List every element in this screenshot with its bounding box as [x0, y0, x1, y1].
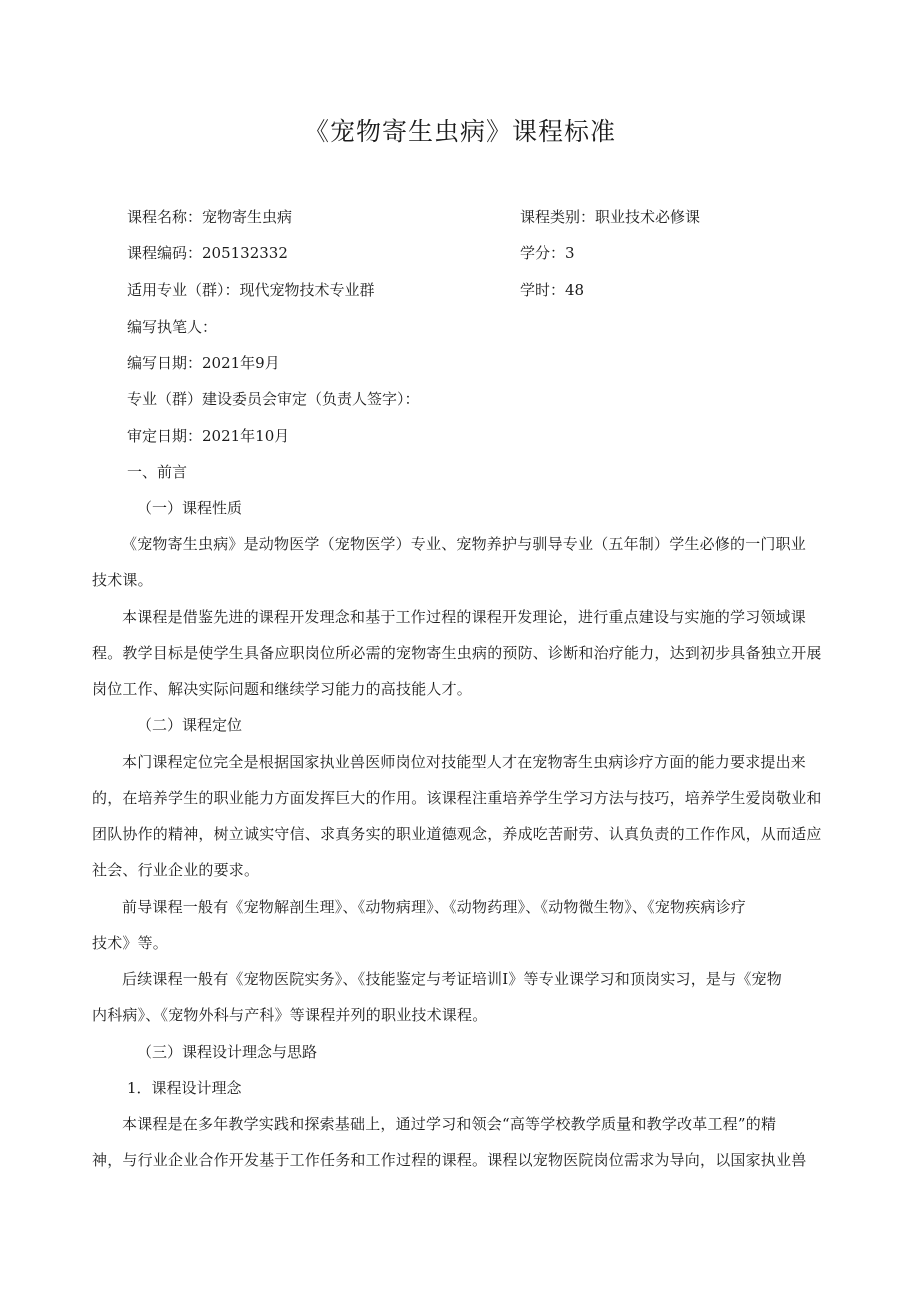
subsection-course-nature: （一）课程性质 [137, 499, 243, 517]
review-date: 审定日期：2021年10月 [127, 427, 290, 445]
paragraph-line: 的，在培养学生的职业能力方面发挥巨大的作用。该课程注重培养学生学习方法与技巧，培养学生爱岗敬业和 [92, 789, 822, 807]
writer: 编写执笔人： [127, 318, 218, 336]
paragraph-line: 前导课程一般有《宠物解剖生理》、《动物病理》、《动物药理》、《动物微生物》、《宠物疾病诊疗 [122, 898, 747, 916]
meta-row-1 [0, 206, 920, 230]
paragraph-line: 社会、行业企业的要求。 [92, 861, 260, 879]
meta-row-3 [0, 279, 920, 303]
paragraph-line: 程。教学目标是使学生具备应职岗位所必需的宠物寄生虫病的预防、诊断和治疗能力，达到初步具备独立开展 [92, 644, 822, 662]
course-type: 课程类别：职业技术必修课 [520, 208, 701, 226]
paragraph-line: 团队协作的精神，树立诚实守信、求真务实的职业道德观念，养成吃苦耐劳、认真负责的工作作风，从而适应 [92, 825, 822, 843]
section-heading-preface: 一、前言 [127, 463, 188, 481]
meta-row-2 [0, 242, 920, 266]
class-hours: 学时：48 [520, 281, 585, 299]
document-title: 《宠物寄生虫病》课程标准 [303, 117, 616, 146]
paragraph-line: 本课程是借鉴先进的课程开发理念和基于工作过程的课程开发理论，进行重点建设与实施的学习领域课 [122, 608, 807, 626]
paragraph-line: 岗位工作、解决实际问题和继续学习能力的高技能人才。 [92, 680, 473, 698]
paragraph-line: 技术课。 [92, 571, 153, 589]
subsection-design-philosophy: （三）课程设计理念与思路 [137, 1043, 318, 1061]
paragraph-line: 本门课程定位完全是根据国家执业兽医师岗位对技能型人才在宠物寄生虫病诊疗方面的能力要求提出来 [122, 753, 807, 771]
paragraph-line: 本课程是在多年教学实践和探索基础上，通过学习和领会“高等学校教学质量和教学改革工程”的精 [122, 1115, 777, 1133]
paragraph-line: 技术》等。 [92, 934, 169, 952]
subsection-course-position: （二）课程定位 [137, 716, 243, 734]
credits: 学分：3 [520, 244, 575, 262]
applicable-major: 适用专业（群）：现代宠物技术专业群 [127, 281, 375, 299]
write-date: 编写日期：2021年9月 [127, 354, 280, 372]
paragraph-line: 内科病》、《宠物外科与产科》等课程并列的职业技术课程。 [92, 1006, 488, 1024]
course-name: 课程名称：宠物寄生虫病 [127, 208, 293, 226]
course-code: 课程编码：205132332 [127, 244, 288, 262]
subsection-design-concept: 1．课程设计理念 [127, 1079, 242, 1097]
committee-review: 专业（群）建设委员会审定（负责人签字）： [127, 390, 420, 408]
paragraph-line: 《宠物寄生虫病》是动物医学（宠物医学）专业、宠物养护与驯导专业（五年制）学生必修的一门职业 [122, 535, 807, 553]
paragraph-line: 后续课程一般有《宠物医院实务》、《技能鉴定与考证培训Ⅰ》等专业课学习和顶岗实习，是与《宠物 [122, 970, 782, 988]
paragraph-line: 神，与行业企业合作开发基于工作任务和工作过程的课程。课程以宠物医院岗位需求为导向，以国家执业兽 [92, 1151, 807, 1169]
